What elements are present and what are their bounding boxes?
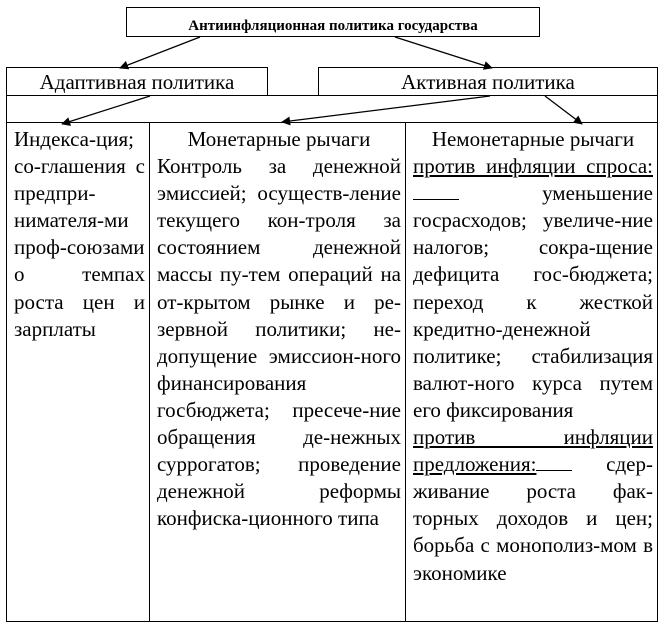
active-policy-box [318,67,658,96]
supply-inflation-label: против инфляции предложения: [413,425,653,477]
title-box [126,7,540,37]
indexation-column [7,123,150,621]
spacer-row [6,95,658,123]
demand-inflation-text: уменьшение госрасходов; увеличе-ние налогов; сокра-щение дефицита гос-бюджета; переход к жесткой кредитно-денежной политике; стабилизация валют-ного курса путем его фиксирования [413,181,653,422]
adaptive-policy-box [6,67,268,96]
active-policy-label: Активная политика [401,70,575,94]
monetary-column [150,123,406,621]
policy-table [6,122,658,622]
demand-inflation-label: против инфляции спроса: [413,154,653,179]
nonmonetary-column [406,123,657,621]
indexation-text: Индекса-ция; со-глашения с предпри-нимателя-ми проф-союзами о темпах роста цен и зарплаты [14,127,145,341]
adaptive-policy-label: Адаптивная политика [39,70,235,94]
arrow-title-to-adaptive [120,37,200,68]
monetary-heading: Монетарные рычаги [187,127,371,151]
nonmonetary-heading: Немонетарные рычаги [431,127,635,151]
diagram-title: Антиинфляционная политика государства [188,18,478,34]
monetary-text: Контроль за денежной эмиссией; осуществ-ление текущего кон-троля за состоянием денежной массы пу-тем операций на от-крытом рынке и ре-зервной политики; не-допущение эмиссион-ного финансирования госбюджета; пресече-ние обращения де-нежных суррогатов; проведение денежной реформы конфиска-ционного типа [157,154,401,531]
underline-gap [413,181,459,200]
supply-inflation-text: сдер-живание роста фак-торных доходов и цен; борьба с монополиз-мом в экономике [413,452,653,585]
arrow-title-to-active [395,37,492,68]
underline-gap [536,452,572,471]
